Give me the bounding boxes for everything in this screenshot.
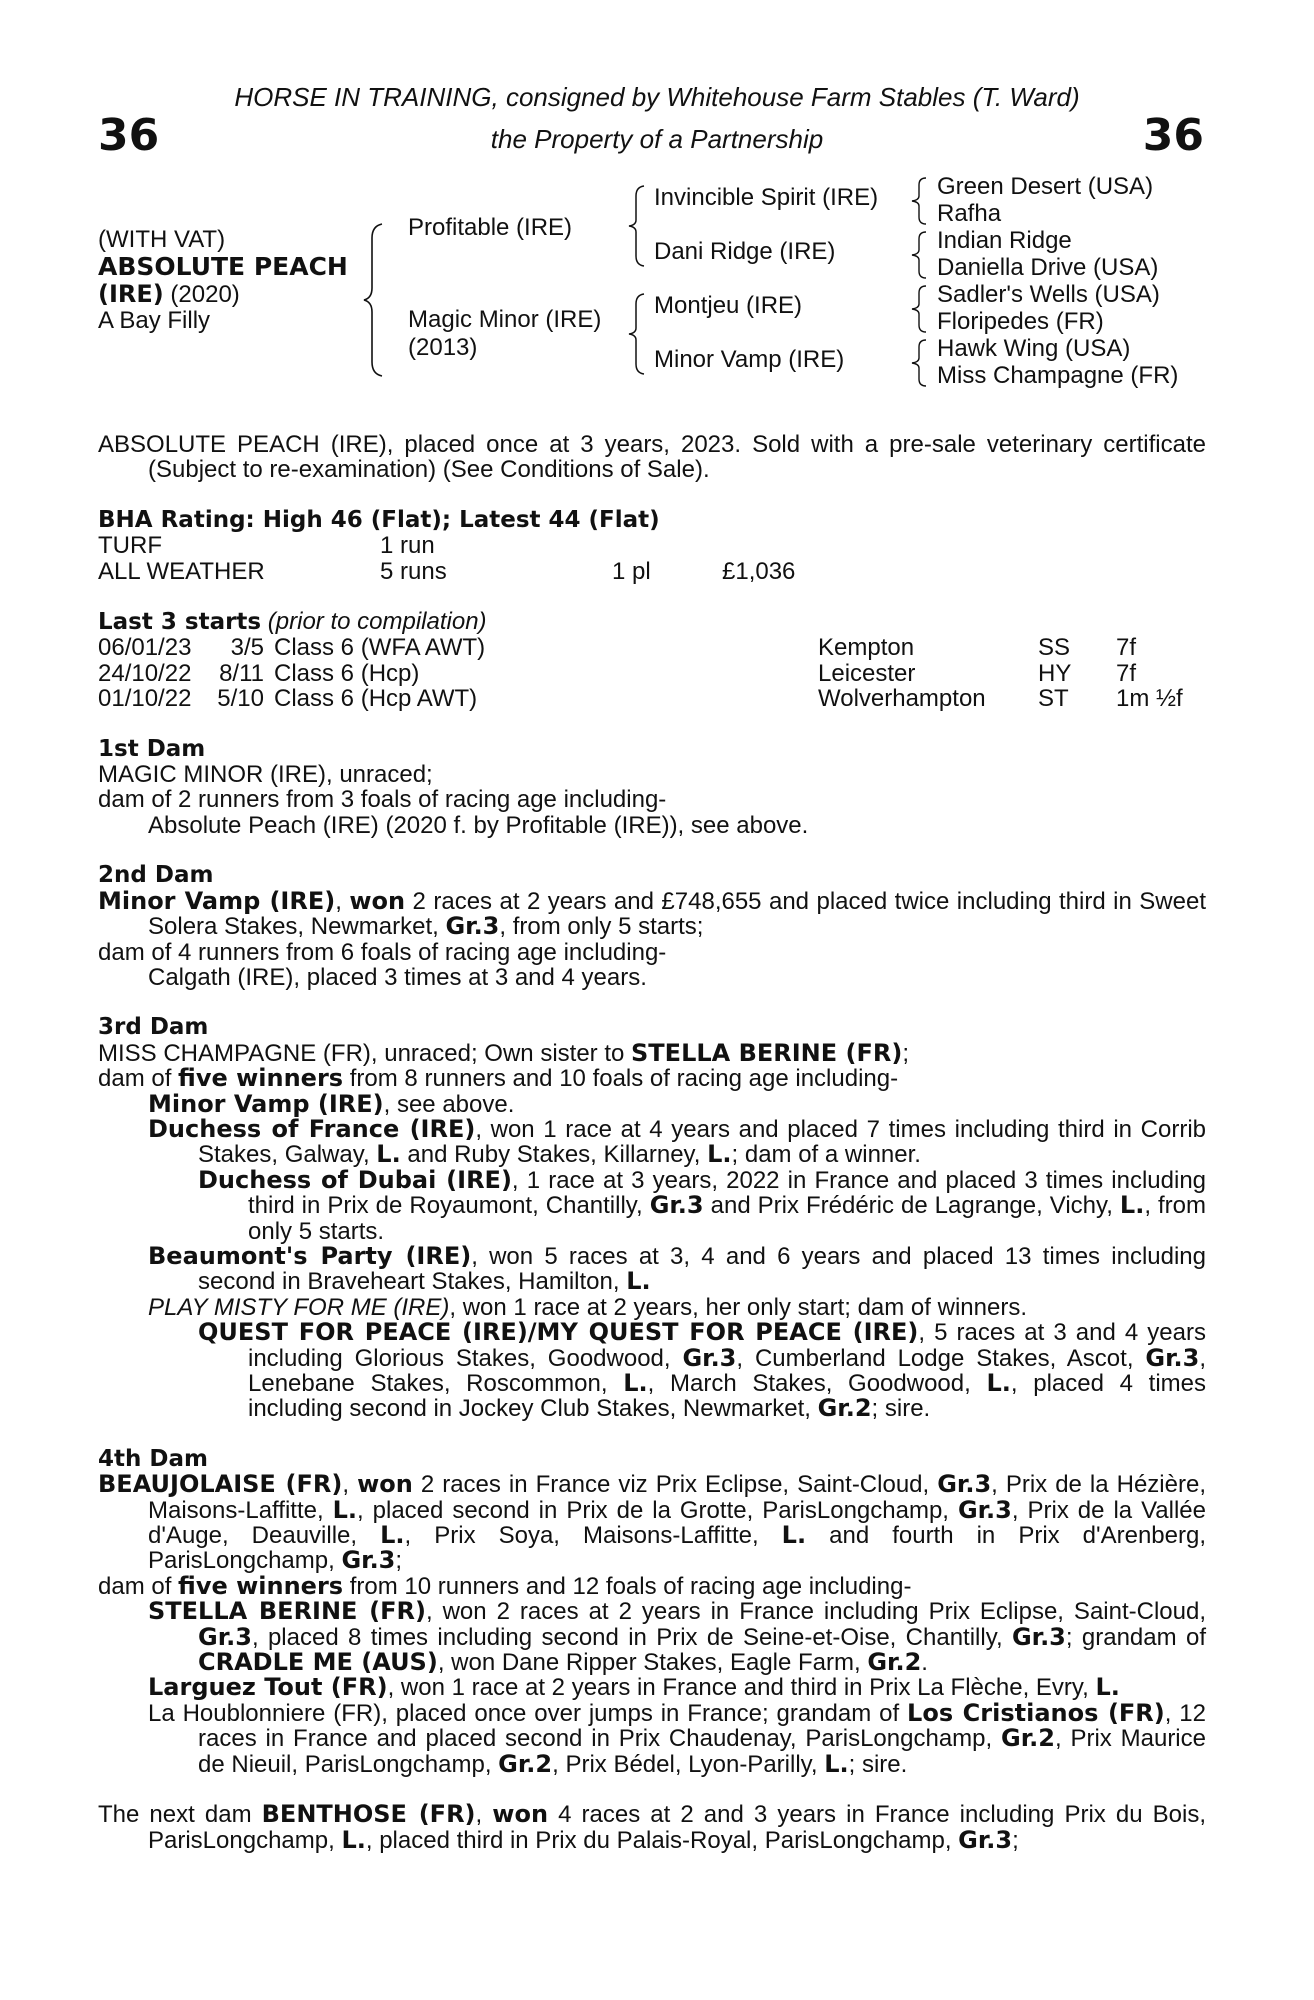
dam3-produce-line	[98, 1066, 1206, 1091]
produce-text: , placed 4 times including second in Jockey Club Stakes, Newmarket,	[248, 1370, 1207, 1423]
ancestor-gen3-2: Rafha	[937, 200, 1002, 227]
group-marker: Gr.2	[867, 1648, 922, 1677]
listed-marker: L.	[707, 1140, 732, 1169]
ancestor-gen3-7: Hawk Wing (USA)	[937, 335, 1131, 362]
produce-text: , won 1 race at 4 years and placed 7 times including third in Corrib Stakes, Galway,	[198, 1115, 1206, 1169]
group-marker: Gr.3	[937, 1470, 992, 1499]
rating-prize: £1,036	[722, 557, 796, 585]
dam4-produce-2	[98, 1675, 1206, 1700]
start-race: Class 6 (Hcp AWT)	[274, 685, 478, 713]
produce-name: Duchess of France (IRE)	[148, 1114, 476, 1143]
group-marker: Gr.3	[445, 912, 500, 941]
dam4-text: , Prix de la Hézière, Maisons-Laffitte,	[148, 1471, 1206, 1524]
dam4-produce-3	[98, 1698, 1207, 1778]
produce-text: , March Stakes, Goodwood,	[647, 1370, 987, 1397]
start-race: Class 6 (Hcp)	[274, 659, 420, 687]
listed-marker: L.	[376, 1140, 401, 1169]
produce-name: Minor Vamp (IRE)	[148, 1089, 384, 1118]
produce-text: , 5 races at 3 and 4 years including Glorious Stakes, Goodwood,	[248, 1319, 1206, 1372]
dam3-produce-4	[98, 1295, 1206, 1320]
granddam-maternal: Minor Vamp (IRE)	[654, 346, 845, 373]
produce-name: QUEST FOR PEACE (IRE)/MY QUEST FOR PEACE (IRE)	[198, 1318, 919, 1347]
group-marker: Gr.3	[1011, 1622, 1066, 1651]
listed-marker: L.	[380, 1521, 405, 1550]
dam3-text: from 8 runners and 10 foals of racing age including-	[343, 1065, 899, 1093]
brace-g3-3	[908, 284, 932, 334]
horse-name: ABSOLUTE PEACH	[98, 252, 348, 281]
dam3-produce-3	[98, 1241, 1207, 1296]
dam4-text: from 10 runners and 12 foals of racing age including-	[343, 1572, 912, 1600]
dam3-text: MISS CHAMPAGNE (FR), unraced; Own sister to	[98, 1039, 632, 1067]
produce-text: ; grandam of	[1065, 1623, 1206, 1651]
produce-text: , placed 8 times including second in Prix de Seine-et-Oise, Chantilly,	[251, 1623, 1012, 1651]
start-course: Kempton	[818, 634, 915, 662]
ancestor-gen3-6: Floripedes (FR)	[937, 308, 1104, 335]
group-marker: Gr.3	[649, 1191, 704, 1220]
start-pos: 8/11	[219, 659, 264, 687]
dam3-title: 3rd Dam	[98, 1014, 209, 1041]
dam2-won: won	[349, 886, 406, 915]
rating-surface: ALL WEATHER	[98, 557, 265, 585]
dam4-record	[98, 1472, 1206, 1574]
dam4-winners: five winners	[178, 1571, 344, 1600]
produce-text: and Ruby Stakes, Killarney,	[400, 1141, 708, 1169]
start-distance: 7f	[1116, 659, 1137, 687]
start-pos: 5/10	[217, 685, 264, 713]
dam1-line: MAGIC MINOR (IRE), unraced;	[98, 761, 433, 789]
start-distance: 1m ½f	[1116, 685, 1183, 713]
horse-country: (IRE)	[98, 280, 164, 308]
start-row	[98, 686, 1206, 711]
nextdam-name: BENTHOSE (FR)	[261, 1800, 476, 1829]
listed-marker: L.	[1119, 1191, 1145, 1220]
dam3-produce-1	[98, 1089, 1206, 1118]
ancestor-gen3-4: Daniella Drive (USA)	[937, 254, 1159, 281]
dam: Magic Minor (IRE)	[408, 306, 602, 333]
produce-text: and Prix Frédéric de Lagrange, Vichy,	[703, 1192, 1120, 1220]
intro-paragraph: ABSOLUTE PEACH (IRE), placed once at 3 years, 2023. Sold with a pre-sale veterinary certificate (Subject to re-examination) (See Conditions of Sale).	[98, 431, 1206, 484]
starts-title	[98, 609, 1206, 635]
nextdam-text: 4 races at 2 and 3 years in France including Prix du Bois, ParisLongchamp,	[148, 1801, 1206, 1854]
dam4-produce-1	[98, 1599, 1206, 1675]
dam2-text: , from only 5 starts;	[499, 913, 704, 941]
produce-text: , won 1 race at 2 years in France and third in Prix La Flèche, Evry,	[387, 1674, 1096, 1702]
start-row	[98, 635, 1206, 660]
dam1-produce: Absolute Peach (IRE) (2020 f. by Profitable (IRE)), see above.	[148, 811, 809, 839]
produce-text: , Prix Bédel, Lyon-Parilly,	[552, 1750, 825, 1778]
produce-text: , see above.	[383, 1090, 515, 1118]
dam3-text: ;	[902, 1039, 909, 1067]
produce-text: ; sire.	[848, 1750, 908, 1778]
starts-heading: Last 3 starts	[98, 609, 262, 636]
dam2-text: 2 races at 2 years and £748,655 and placed twice including third in Sweet Solera Stakes, Newmarket,	[148, 887, 1206, 941]
ancestor-gen3-8: Miss Champagne (FR)	[937, 362, 1179, 389]
start-row	[98, 661, 1206, 686]
rating-placed	[612, 533, 722, 558]
start-distance: 7f	[1116, 634, 1137, 662]
rating-row-turf	[98, 533, 1206, 558]
start-date: 01/10/22	[98, 685, 192, 713]
produce-name: Duchess of Dubai (IRE)	[198, 1165, 512, 1194]
listed-marker: L.	[781, 1521, 807, 1550]
listed-marker: L.	[332, 1495, 358, 1524]
horse-sex: A Bay Filly	[98, 307, 211, 334]
dam2-record: Minor Vamp (IRE), won 2 races at 2 years and £748,655 and placed twice including third in Sweet Solera Stakes, Newmarket, Gr.3, from only 5 starts;	[98, 886, 1206, 941]
start-going: HY	[1038, 659, 1072, 687]
dam4-text: 2 races in France viz Prix Eclipse, Saint-Cloud,	[412, 1471, 938, 1499]
dam3-grandproduce-2	[98, 1320, 1206, 1422]
start-pos: 3/5	[230, 634, 264, 662]
start-going: ST	[1038, 685, 1069, 713]
produce-text: , won 5 races at 3, 4 and 6 years and placed 13 times including second in Braveheart Stakes, Hamilton,	[198, 1242, 1207, 1296]
listed-marker: L.	[986, 1369, 1011, 1397]
lot-number-left: 36	[98, 110, 160, 161]
horse-name-suffix	[98, 280, 240, 309]
nextdam-text: ,	[475, 1801, 493, 1829]
sire: Profitable (IRE)	[408, 214, 573, 241]
group-marker: Gr.2	[498, 1749, 553, 1778]
start-date: 24/10/22	[98, 659, 192, 687]
lot-number-right: 36	[1142, 110, 1204, 161]
dam3-sister-name: STELLA BERINE (FR)	[631, 1038, 903, 1067]
group-marker: Gr.3	[1145, 1343, 1200, 1372]
listed-marker: L.	[626, 1267, 651, 1296]
dam3-line	[98, 1038, 1206, 1067]
ancestor-gen3-3: Indian Ridge	[937, 227, 1072, 254]
listed-marker: L.	[623, 1369, 648, 1397]
produce-name: Los Cristianos (FR)	[907, 1698, 1165, 1727]
produce-text: ; dam of a winner.	[731, 1141, 921, 1169]
produce-text: , 1 race at 3 years, 2022 in France and placed 3 times including third in Prix de Royaumont, Chantilly,	[248, 1166, 1207, 1220]
dam4-text: , Prix de la Vallée d'Auge, Deauville,	[148, 1496, 1207, 1550]
listed-marker: L.	[341, 1825, 366, 1854]
grandsire-maternal: Montjeu (IRE)	[654, 292, 803, 319]
dam4-text: ;	[395, 1547, 403, 1575]
dam3-winners: five winners	[178, 1064, 344, 1093]
rating-title: BHA Rating: High 46 (Flat); Latest 44 (Flat)	[98, 506, 660, 533]
rating-runs: 1 run	[380, 532, 435, 560]
brace-sire	[624, 184, 650, 268]
start-date: 06/01/23	[98, 634, 192, 662]
consignor-line: HORSE IN TRAINING, consigned by Whitehouse Farm Stables (T. Ward)	[234, 82, 1080, 112]
rating-runs: 5 runs	[380, 557, 447, 585]
group-marker: Gr.2	[1001, 1724, 1055, 1753]
ownership-line: the Property of a Partnership	[490, 124, 824, 154]
produce-name: Larguez Tout (FR)	[148, 1673, 388, 1702]
dam-year: (2013)	[408, 334, 478, 361]
dam4-text: ,	[342, 1471, 358, 1499]
nextdam-text: , placed third in Prix du Palais-Royal, ParisLongchamp,	[365, 1826, 959, 1854]
group-marker: Gr.3	[198, 1622, 252, 1651]
nextdam-text: ;	[1012, 1826, 1019, 1854]
dam4-text: dam of	[98, 1572, 179, 1600]
dam4-name: BEAUJOLAISE (FR)	[98, 1470, 343, 1499]
rating-row-aw	[98, 559, 1206, 584]
ancestor-gen3-1: Green Desert (USA)	[937, 173, 1154, 200]
produce-text: ; sire.	[871, 1395, 931, 1423]
dam1-produce-line: dam of 2 runners from 3 foals of racing age including-	[98, 786, 667, 814]
brace-main	[360, 222, 388, 378]
dam2-title: 2nd Dam	[98, 862, 214, 889]
dam3-grandproduce-1	[98, 1165, 1207, 1245]
group-marker: Gr.3	[682, 1343, 737, 1372]
grandsire-paternal: Invincible Spirit (IRE)	[654, 184, 879, 211]
starts-subtitle: (prior to compilation)	[267, 608, 487, 636]
produce-text: , from only 5 starts.	[248, 1192, 1206, 1245]
dam3-text: dam of	[98, 1065, 179, 1093]
dam4-produce-line	[98, 1571, 1206, 1600]
dam2-produce-line: dam of 4 runners from 6 foals of racing age including-	[98, 938, 667, 966]
produce-text: .	[921, 1649, 928, 1677]
granddam-paternal: Dani Ridge (IRE)	[654, 238, 836, 265]
ancestor-gen3-5: Sadler's Wells (USA)	[937, 281, 1160, 308]
catalogue-body	[98, 432, 1206, 1853]
dam4-text: , Prix Soya, Maisons-Laffitte,	[404, 1522, 782, 1550]
group-marker: Gr.3	[341, 1546, 396, 1575]
listed-marker: L.	[824, 1749, 849, 1778]
dam4-won: won	[357, 1470, 413, 1499]
dam2-produce: Calgath (IRE), placed 3 times at 3 and 4 years.	[148, 963, 647, 991]
group-marker: Gr.3	[958, 1825, 1013, 1854]
horse-year: (2020)	[163, 281, 240, 308]
brace-dam	[624, 292, 650, 376]
produce-text: , Prix Maurice de Nieuil, ParisLongchamp,	[198, 1725, 1206, 1778]
brace-g3-1	[908, 176, 932, 226]
start-race: Class 6 (WFA AWT)	[274, 634, 486, 662]
dam1-title: 1st Dam	[98, 735, 206, 762]
start-course: Leicester	[818, 659, 916, 687]
dam3-produce-2	[98, 1114, 1206, 1169]
nextdam-text: The next dam	[98, 1801, 262, 1829]
produce-name: CRADLE ME (AUS)	[198, 1648, 438, 1677]
produce-text: , won 2 races at 2 years in France including Prix Eclipse, Saint-Cloud,	[425, 1598, 1207, 1626]
produce-text: , won Dane Ripper Stakes, Eagle Farm,	[437, 1649, 868, 1677]
produce-name: PLAY MISTY FOR ME (IRE)	[148, 1293, 450, 1321]
start-going: SS	[1038, 634, 1071, 662]
next-dam-paragraph	[98, 1802, 1206, 1853]
rating-placed: 1 pl	[612, 557, 651, 585]
nextdam-won: won	[492, 1800, 549, 1829]
rating-surface: TURF	[98, 532, 162, 560]
produce-name: STELLA BERINE (FR)	[148, 1597, 426, 1626]
produce-text: , Lenebane Stakes, Roscommon,	[248, 1344, 1206, 1397]
produce-text: , Cumberland Lodge Stakes, Ascot,	[736, 1344, 1146, 1372]
produce-text: , 12 races in France and placed second in Prix Chaudenay, ParisLongchamp,	[198, 1699, 1207, 1753]
brace-g3-2	[908, 230, 932, 280]
produce-text: La Houblonniere (FR), placed once over jumps in France; grandam of	[148, 1699, 908, 1727]
group-marker: Gr.3	[957, 1495, 1012, 1524]
group-marker: Gr.2	[817, 1394, 872, 1423]
start-course: Wolverhampton	[818, 685, 986, 713]
dam4-text: and fourth in Prix d'Arenberg, ParisLongchamp,	[148, 1522, 1207, 1575]
produce-text: , won 1 race at 2 years, her only start; dam of winners.	[449, 1293, 1027, 1321]
brace-g3-4	[908, 338, 932, 388]
dam4-text: , placed second in Prix de la Grotte, ParisLongchamp,	[357, 1496, 958, 1524]
produce-name: Beaumont's Party (IRE)	[148, 1241, 472, 1270]
dam2-name: Minor Vamp (IRE)	[98, 886, 336, 915]
listed-marker: L.	[1095, 1673, 1120, 1702]
dam4-title: 4th Dam	[98, 1445, 208, 1472]
vat-label: (WITH VAT)	[98, 226, 226, 253]
